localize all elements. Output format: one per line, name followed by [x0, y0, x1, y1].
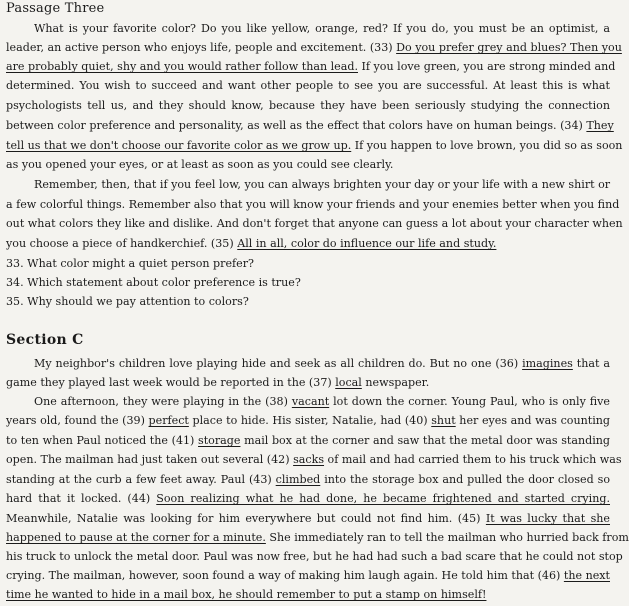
- underlined-text: Do you prefer grey and blues? Then you: [396, 41, 622, 54]
- text-segment: What is your favorite color? Do you like yellow, orange, red? If you do, you must be an optimist, a: [34, 22, 610, 35]
- text-segment: open. The mailman had just taken out several (42): [6, 453, 294, 466]
- passage-three-heading: Passage Three: [6, 1, 105, 16]
- text-segment: lot down the corner. Young Paul, who is only five: [329, 395, 611, 408]
- underlined-text: Soon realizing what he had done, he became frightened and started crying.: [156, 492, 610, 505]
- text-segment: Meanwhile, Natalie was looking for him everywhere but could not find him. (45): [6, 512, 486, 525]
- underlined-text: It was lucky that she: [485, 512, 610, 525]
- passage-three-line-5: [6, 99, 610, 113]
- text-segment: leader, an active person who enjoys life, people and excitement. (33): [6, 41, 397, 54]
- text-segment: She immediately ran to tell the mailman who hurried back from: [265, 531, 629, 544]
- section-c-line-3: [34, 395, 610, 409]
- text-segment: out what colors they like and dislike. And don't forget that anyone can guess a lot about your character when: [6, 217, 623, 230]
- passage-three-line-7: [6, 139, 623, 153]
- underlined-text: are probably quiet, shy and you would rather follow than lead.: [6, 60, 358, 73]
- text-segment: of mail and had carried them to his truck which was: [324, 453, 622, 466]
- question-34: 34. Which statement about color preference is true?: [6, 276, 301, 289]
- text-segment: between color preference and personality, as well as the effect that colors have on human beings. (34): [6, 119, 587, 132]
- passage-three-line-3: [6, 60, 616, 74]
- text-segment: game they played last week would be reported in the (37): [6, 376, 336, 389]
- section-c-line-5: [6, 434, 610, 448]
- text-segment: determined. You wish to succeed and want other people to see you are successful. At least this is what: [6, 79, 610, 92]
- text-segment: that a: [572, 357, 611, 370]
- underlined-text: They: [586, 119, 614, 132]
- section-c-line-12: [6, 569, 610, 583]
- text-segment: a few colorful things. Remember also that you will know your friends and your enemies better when you find: [6, 198, 620, 211]
- section-c-line-10: [6, 531, 629, 545]
- section-c-line-1: [34, 357, 610, 371]
- section-c-line-9: [6, 512, 610, 526]
- passage-three-line-8: [6, 158, 610, 172]
- section-c-line-8: [6, 492, 610, 506]
- underlined-text: sacks: [293, 453, 325, 466]
- underlined-text: the next: [563, 569, 610, 582]
- question-33: 33. What color might a quiet person prefer?: [6, 257, 254, 270]
- section-c-line-2: [6, 376, 610, 390]
- text-segment: psychologists tell us, and they should know, because they have been seriously studying the connection: [6, 99, 610, 112]
- text-segment: standing at the curb a few feet away. Paul (43): [6, 473, 276, 486]
- section-c-line-4: [6, 414, 610, 428]
- text-segment: as you opened your eyes, or at least as soon as you could see clearly.: [6, 158, 394, 171]
- underlined-text: storage: [198, 434, 241, 447]
- passage-three-line-12: [6, 237, 610, 251]
- section-c-heading: Section C: [6, 332, 84, 348]
- text-segment: Remember, then, that if you feel low, you can always brighten your day or your life with a new shirt or: [34, 178, 611, 191]
- underlined-text: climbed: [275, 473, 321, 486]
- underlined-text: local: [335, 376, 362, 389]
- section-c-line-11: [6, 550, 623, 564]
- text-segment: mail box at the corner and saw that the metal door was standing: [240, 434, 610, 447]
- section-c-line-6: [6, 453, 622, 467]
- underlined-text: time he wanted to hide in a mail box, he should remember to put a stamp on himself!: [6, 588, 487, 601]
- text-segment: If you love green, you are strong minded and: [358, 60, 616, 73]
- text-segment: you choose a piece of handkerchief. (35): [6, 237, 238, 250]
- underlined-text: shut: [431, 414, 456, 427]
- underlined-text: imagines: [522, 357, 573, 370]
- passage-three-line-1: [34, 22, 610, 36]
- passage-three-line-10: [6, 198, 620, 212]
- passage-three-line-4: [6, 79, 610, 93]
- passage-three-line-11: [6, 217, 623, 231]
- passage-three-line-6: [6, 119, 614, 133]
- underlined-text: perfect: [148, 414, 189, 427]
- question-35: 35. Why should we pay attention to colors?: [6, 295, 249, 308]
- passage-three-line-9: [34, 178, 610, 192]
- text-segment: newspaper.: [361, 376, 430, 389]
- text-segment: to ten when Paul noticed the (41): [6, 434, 199, 447]
- text-segment: years old, found the (39): [6, 414, 149, 427]
- text-segment: crying. The mailman, however, soon found a way of making him laugh again. He told him that (46): [6, 569, 564, 582]
- text-segment: into the storage box and pulled the door closed so: [320, 473, 610, 486]
- underlined-text: All in all, color do influence our life and study.: [237, 237, 497, 250]
- underlined-text: vacant: [291, 395, 330, 408]
- section-c-line-13: [6, 588, 610, 602]
- text-segment: her eyes and was counting: [455, 414, 611, 427]
- text-segment: If you happen to love brown, you did so as soon: [351, 139, 623, 152]
- text-segment: hard that it locked. (44): [6, 492, 157, 505]
- text-segment: One afternoon, they were playing in the (38): [34, 395, 292, 408]
- section-c-line-7: [6, 473, 610, 487]
- passage-three-line-2: [6, 41, 622, 55]
- text-segment: his truck to unlock the metal door. Paul was now free, but he had had such a bad scare that he could not stop: [6, 550, 623, 563]
- text-segment: place to hide. His sister, Natalie, had (40): [188, 414, 432, 427]
- text-segment: My neighbor's children love playing hide and seek as all children do. But no one (36): [34, 357, 523, 370]
- underlined-text: happened to pause at the corner for a minute.: [6, 531, 266, 544]
- underlined-text: tell us that we don't choose our favorite color as we grow up.: [6, 139, 352, 152]
